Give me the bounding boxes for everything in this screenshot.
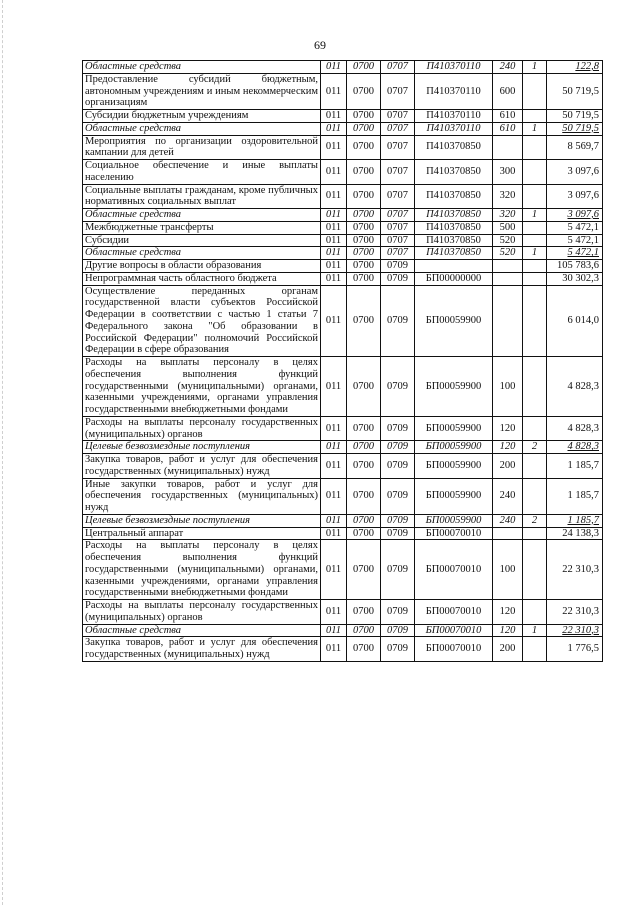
funding-source-cell xyxy=(523,221,547,234)
section-code-cell: 0700 xyxy=(347,234,381,247)
funding-source-cell xyxy=(523,160,547,185)
amount-cell: 22 310,3 xyxy=(547,540,603,600)
ministry-code-cell: 011 xyxy=(321,624,347,637)
amount-cell: 50 719,5 xyxy=(547,122,603,135)
expense-type-cell: 120 xyxy=(493,624,523,637)
target-article-cell: БП00000000 xyxy=(415,272,493,285)
funding-source-cell xyxy=(523,478,547,514)
row-name-cell: Иные закупки товаров, работ и услуг для обеспечения государственных (муниципальных) нужд xyxy=(83,478,321,514)
ministry-code-cell: 011 xyxy=(321,135,347,160)
expense-type-cell: 610 xyxy=(493,122,523,135)
table-row xyxy=(83,160,603,185)
expense-type-cell xyxy=(493,272,523,285)
funding-source-cell xyxy=(523,73,547,109)
section-code-cell: 0700 xyxy=(347,122,381,135)
ministry-code-cell: 011 xyxy=(321,357,347,417)
section-code-cell: 0700 xyxy=(347,357,381,417)
table-row xyxy=(83,454,603,479)
table-body xyxy=(83,61,603,662)
target-article-cell: БП00059900 xyxy=(415,441,493,454)
funding-source-cell: 2 xyxy=(523,514,547,527)
table-row xyxy=(83,247,603,260)
funding-source-cell: 1 xyxy=(523,247,547,260)
subsection-code-cell: 0707 xyxy=(381,184,415,209)
amount-cell: 3 097,6 xyxy=(547,209,603,222)
section-code-cell: 0700 xyxy=(347,514,381,527)
table-row xyxy=(83,441,603,454)
table-row xyxy=(83,221,603,234)
target-article-cell: П410370850 xyxy=(415,184,493,209)
amount-cell: 105 783,6 xyxy=(547,260,603,273)
expense-type-cell: 100 xyxy=(493,540,523,600)
row-name-cell: Закупка товаров, работ и услуг для обеспечения государственных (муниципальных) нужд xyxy=(83,454,321,479)
table-row xyxy=(83,416,603,441)
funding-source-cell xyxy=(523,285,547,357)
expense-type-cell: 120 xyxy=(493,416,523,441)
ministry-code-cell: 011 xyxy=(321,540,347,600)
ministry-code-cell: 011 xyxy=(321,122,347,135)
table-row xyxy=(83,540,603,600)
subsection-code-cell: 0709 xyxy=(381,540,415,600)
section-code-cell: 0700 xyxy=(347,135,381,160)
subsection-code-cell: 0709 xyxy=(381,514,415,527)
row-name-cell: Социальные выплаты гражданам, кроме публичных нормативных социальных выплат xyxy=(83,184,321,209)
funding-source-cell xyxy=(523,527,547,540)
table-row xyxy=(83,61,603,74)
table-row xyxy=(83,260,603,273)
row-name-cell: Расходы на выплаты персоналу в целях обеспечения выполнения функций государственными (муниципальными) органами, казенными учреждениями, органами управления государственными внебюджетными фондами xyxy=(83,540,321,600)
section-code-cell: 0700 xyxy=(347,441,381,454)
section-code-cell: 0700 xyxy=(347,600,381,625)
table-row xyxy=(83,73,603,109)
row-name-cell: Целевые безвозмездные поступления xyxy=(83,441,321,454)
row-name-cell: Осуществление переданных органам государственной власти субъектов Российской Федерации в соответствии с частью 1 статьи 7 Федерального закона "Об образовании в Российской Федерации" полномочий Российской Федерации в сфере образования xyxy=(83,285,321,357)
funding-source-cell xyxy=(523,416,547,441)
section-code-cell: 0700 xyxy=(347,209,381,222)
amount-cell: 6 014,0 xyxy=(547,285,603,357)
target-article-cell: П410370110 xyxy=(415,73,493,109)
table-row xyxy=(83,478,603,514)
ministry-code-cell: 011 xyxy=(321,454,347,479)
amount-cell: 3 097,6 xyxy=(547,160,603,185)
budget-table xyxy=(82,60,603,662)
target-article-cell: П410370110 xyxy=(415,110,493,123)
row-name-cell: Закупка товаров, работ и услуг для обеспечения государственных (муниципальных) нужд xyxy=(83,637,321,662)
expense-type-cell: 240 xyxy=(493,478,523,514)
subsection-code-cell: 0709 xyxy=(381,285,415,357)
amount-cell: 50 719,5 xyxy=(547,110,603,123)
target-article-cell: БП00070010 xyxy=(415,540,493,600)
page-number: 69 xyxy=(314,38,326,52)
target-article-cell: П410370850 xyxy=(415,221,493,234)
section-code-cell: 0700 xyxy=(347,624,381,637)
target-article-cell: БП00070010 xyxy=(415,527,493,540)
amount-cell: 5 472,1 xyxy=(547,247,603,260)
amount-cell: 24 138,3 xyxy=(547,527,603,540)
row-name-cell: Центральный аппарат xyxy=(83,527,321,540)
table-row xyxy=(83,527,603,540)
ministry-code-cell: 011 xyxy=(321,221,347,234)
section-code-cell: 0700 xyxy=(347,184,381,209)
subsection-code-cell: 0707 xyxy=(381,122,415,135)
ministry-code-cell: 011 xyxy=(321,260,347,273)
table-row xyxy=(83,514,603,527)
expense-type-cell: 240 xyxy=(493,61,523,74)
row-name-cell: Расходы на выплаты персоналу в целях обеспечения выполнения функций государственными (муниципальными) органами, казенными учреждениями, органами управления государственными внебюджетными фондами xyxy=(83,357,321,417)
funding-source-cell xyxy=(523,272,547,285)
amount-cell: 1 776,5 xyxy=(547,637,603,662)
amount-cell: 5 472,1 xyxy=(547,221,603,234)
subsection-code-cell: 0709 xyxy=(381,478,415,514)
subsection-code-cell: 0709 xyxy=(381,600,415,625)
amount-cell: 1 185,7 xyxy=(547,454,603,479)
target-article-cell: БП00059900 xyxy=(415,478,493,514)
ministry-code-cell: 011 xyxy=(321,209,347,222)
subsection-code-cell: 0707 xyxy=(381,247,415,260)
expense-type-cell: 610 xyxy=(493,110,523,123)
amount-cell: 30 302,3 xyxy=(547,272,603,285)
subsection-code-cell: 0709 xyxy=(381,357,415,417)
target-article-cell: БП00059900 xyxy=(415,416,493,441)
section-code-cell: 0700 xyxy=(347,540,381,600)
expense-type-cell: 320 xyxy=(493,209,523,222)
ministry-code-cell: 011 xyxy=(321,600,347,625)
funding-source-cell xyxy=(523,600,547,625)
section-code-cell: 0700 xyxy=(347,285,381,357)
funding-source-cell xyxy=(523,110,547,123)
amount-cell: 22 310,3 xyxy=(547,600,603,625)
subsection-code-cell: 0707 xyxy=(381,234,415,247)
ministry-code-cell: 011 xyxy=(321,416,347,441)
ministry-code-cell: 011 xyxy=(321,441,347,454)
table-row xyxy=(83,624,603,637)
table-row xyxy=(83,209,603,222)
table-row xyxy=(83,272,603,285)
subsection-code-cell: 0709 xyxy=(381,454,415,479)
funding-source-cell: 1 xyxy=(523,209,547,222)
target-article-cell: БП00070010 xyxy=(415,637,493,662)
funding-source-cell xyxy=(523,637,547,662)
ministry-code-cell: 011 xyxy=(321,272,347,285)
row-name-cell: Межбюджетные трансферты xyxy=(83,221,321,234)
table-row xyxy=(83,135,603,160)
expense-type-cell xyxy=(493,527,523,540)
subsection-code-cell: 0707 xyxy=(381,209,415,222)
row-name-cell: Целевые безвозмездные поступления xyxy=(83,514,321,527)
expense-type-cell: 520 xyxy=(493,234,523,247)
amount-cell: 5 472,1 xyxy=(547,234,603,247)
section-code-cell: 0700 xyxy=(347,110,381,123)
target-article-cell: П410370850 xyxy=(415,209,493,222)
ministry-code-cell: 011 xyxy=(321,514,347,527)
ministry-code-cell: 011 xyxy=(321,73,347,109)
expense-type-cell: 100 xyxy=(493,357,523,417)
ministry-code-cell: 011 xyxy=(321,110,347,123)
subsection-code-cell: 0709 xyxy=(381,260,415,273)
ministry-code-cell: 011 xyxy=(321,527,347,540)
ministry-code-cell: 011 xyxy=(321,637,347,662)
expense-type-cell: 500 xyxy=(493,221,523,234)
target-article-cell: П410370850 xyxy=(415,234,493,247)
expense-type-cell: 240 xyxy=(493,514,523,527)
funding-source-cell xyxy=(523,260,547,273)
expense-type-cell: 200 xyxy=(493,454,523,479)
table-row xyxy=(83,637,603,662)
table-row xyxy=(83,234,603,247)
subsection-code-cell: 0709 xyxy=(381,624,415,637)
row-name-cell: Областные средства xyxy=(83,122,321,135)
ministry-code-cell: 011 xyxy=(321,247,347,260)
expense-type-cell: 120 xyxy=(493,441,523,454)
target-article-cell: П410370850 xyxy=(415,160,493,185)
section-code-cell: 0700 xyxy=(347,416,381,441)
section-code-cell: 0700 xyxy=(347,247,381,260)
expense-type-cell: 600 xyxy=(493,73,523,109)
expense-type-cell: 300 xyxy=(493,160,523,185)
ministry-code-cell: 011 xyxy=(321,285,347,357)
table-row xyxy=(83,184,603,209)
subsection-code-cell: 0707 xyxy=(381,135,415,160)
subsection-code-cell: 0707 xyxy=(381,61,415,74)
expense-type-cell: 320 xyxy=(493,184,523,209)
amount-cell: 3 097,6 xyxy=(547,184,603,209)
row-name-cell: Непрограммная часть областного бюджета xyxy=(83,272,321,285)
ministry-code-cell: 011 xyxy=(321,234,347,247)
table-row xyxy=(83,110,603,123)
table-row xyxy=(83,600,603,625)
row-name-cell: Мероприятия по организации оздоровительной кампании для детей xyxy=(83,135,321,160)
section-code-cell: 0700 xyxy=(347,61,381,74)
row-name-cell: Областные средства xyxy=(83,61,321,74)
funding-source-cell: 1 xyxy=(523,61,547,74)
amount-cell: 1 185,7 xyxy=(547,514,603,527)
target-article-cell: БП00059900 xyxy=(415,454,493,479)
subsection-code-cell: 0709 xyxy=(381,441,415,454)
subsection-code-cell: 0709 xyxy=(381,272,415,285)
funding-source-cell: 2 xyxy=(523,441,547,454)
row-name-cell: Областные средства xyxy=(83,247,321,260)
target-article-cell: БП00059900 xyxy=(415,357,493,417)
amount-cell: 50 719,5 xyxy=(547,73,603,109)
row-name-cell: Предоставление субсидий бюджетным, автономным учреждениям и иным некоммерческим организациям xyxy=(83,73,321,109)
target-article-cell: П410370110 xyxy=(415,61,493,74)
section-code-cell: 0700 xyxy=(347,527,381,540)
amount-cell: 122,8 xyxy=(547,61,603,74)
target-article-cell xyxy=(415,260,493,273)
expense-type-cell xyxy=(493,260,523,273)
expense-type-cell xyxy=(493,135,523,160)
amount-cell: 8 569,7 xyxy=(547,135,603,160)
subsection-code-cell: 0707 xyxy=(381,73,415,109)
subsection-code-cell: 0707 xyxy=(381,110,415,123)
funding-source-cell xyxy=(523,184,547,209)
funding-source-cell xyxy=(523,234,547,247)
funding-source-cell: 1 xyxy=(523,122,547,135)
section-code-cell: 0700 xyxy=(347,160,381,185)
subsection-code-cell: 0709 xyxy=(381,527,415,540)
table-row xyxy=(83,122,603,135)
row-name-cell: Расходы на выплаты персоналу государственных (муниципальных) органов xyxy=(83,416,321,441)
row-name-cell: Социальное обеспечение и иные выплаты населению xyxy=(83,160,321,185)
funding-source-cell xyxy=(523,540,547,600)
section-code-cell: 0700 xyxy=(347,454,381,479)
expense-type-cell: 120 xyxy=(493,600,523,625)
target-article-cell: П410370850 xyxy=(415,135,493,160)
funding-source-cell xyxy=(523,357,547,417)
section-code-cell: 0700 xyxy=(347,272,381,285)
amount-cell: 4 828,3 xyxy=(547,441,603,454)
expense-type-cell xyxy=(493,285,523,357)
subsection-code-cell: 0707 xyxy=(381,160,415,185)
target-article-cell: П410370110 xyxy=(415,122,493,135)
section-code-cell: 0700 xyxy=(347,478,381,514)
funding-source-cell xyxy=(523,454,547,479)
ministry-code-cell: 011 xyxy=(321,160,347,185)
target-article-cell: БП00070010 xyxy=(415,624,493,637)
subsection-code-cell: 0709 xyxy=(381,637,415,662)
row-name-cell: Другие вопросы в области образования xyxy=(83,260,321,273)
subsection-code-cell: 0709 xyxy=(381,416,415,441)
row-name-cell: Субсидии xyxy=(83,234,321,247)
page-margin-mark xyxy=(2,0,5,905)
expense-type-cell: 520 xyxy=(493,247,523,260)
amount-cell: 4 828,3 xyxy=(547,357,603,417)
expense-type-cell: 200 xyxy=(493,637,523,662)
amount-cell: 22 310,3 xyxy=(547,624,603,637)
ministry-code-cell: 011 xyxy=(321,478,347,514)
target-article-cell: БП00059900 xyxy=(415,514,493,527)
target-article-cell: П410370850 xyxy=(415,247,493,260)
amount-cell: 4 828,3 xyxy=(547,416,603,441)
ministry-code-cell: 011 xyxy=(321,184,347,209)
ministry-code-cell: 011 xyxy=(321,61,347,74)
row-name-cell: Областные средства xyxy=(83,624,321,637)
target-article-cell: БП00070010 xyxy=(415,600,493,625)
subsection-code-cell: 0707 xyxy=(381,221,415,234)
row-name-cell: Областные средства xyxy=(83,209,321,222)
row-name-cell: Субсидии бюджетным учреждениям xyxy=(83,110,321,123)
table-row xyxy=(83,285,603,357)
section-code-cell: 0700 xyxy=(347,260,381,273)
section-code-cell: 0700 xyxy=(347,637,381,662)
funding-source-cell xyxy=(523,135,547,160)
section-code-cell: 0700 xyxy=(347,73,381,109)
row-name-cell: Расходы на выплаты персоналу государственных (муниципальных) органов xyxy=(83,600,321,625)
funding-source-cell: 1 xyxy=(523,624,547,637)
section-code-cell: 0700 xyxy=(347,221,381,234)
amount-cell: 1 185,7 xyxy=(547,478,603,514)
table-row xyxy=(83,357,603,417)
target-article-cell: БП00059900 xyxy=(415,285,493,357)
